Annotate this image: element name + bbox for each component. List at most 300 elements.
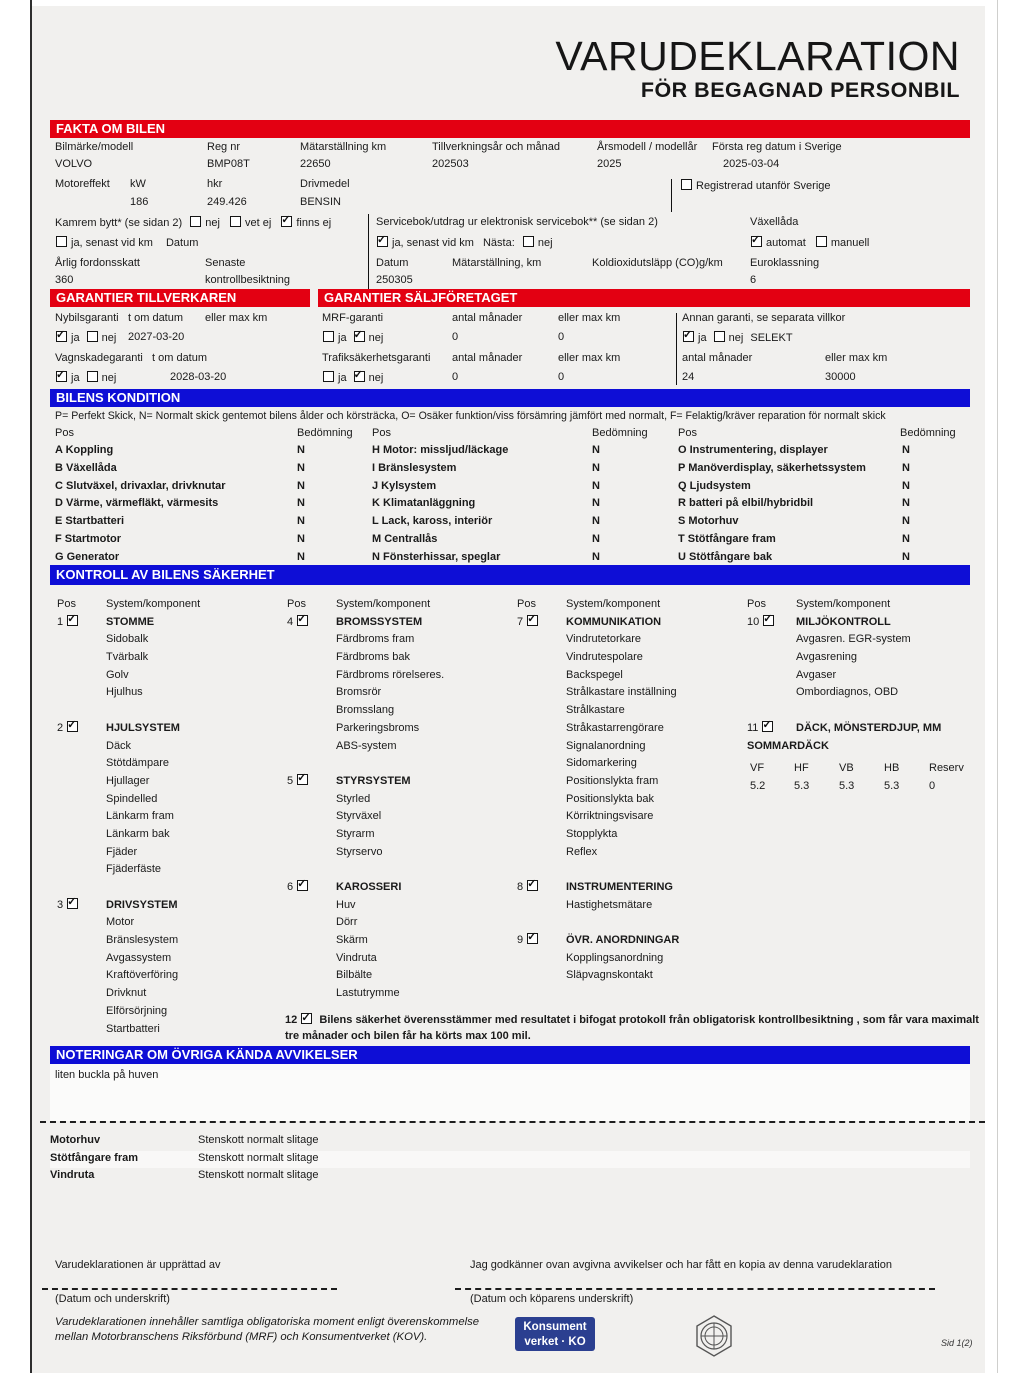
safety-item [57, 898, 283, 916]
safety-pos-cell [57, 986, 106, 1004]
euroklassning-value: 6 [750, 274, 757, 286]
checkbox-unchecked[interactable] [323, 371, 334, 382]
safety-item-label: ÖVR. ANORDNINGAR [566, 934, 680, 947]
kamrem-ja-row [55, 236, 198, 249]
safety-gap [517, 915, 743, 933]
safety-pos-cell [57, 756, 106, 774]
safety-pos-cell [57, 968, 106, 986]
motoreffekt-label: Motoreffekt [55, 178, 110, 190]
safety-note-12 [285, 1012, 989, 1044]
safety-column-header [517, 597, 743, 615]
deviation-part: Motorhuv [50, 1134, 101, 1146]
arsmodell-value: 2025 [597, 158, 622, 170]
safety-item [287, 827, 513, 845]
checkbox-unchecked[interactable] [816, 236, 827, 247]
safety-item-label: Positionslykta bak [566, 792, 655, 805]
safety-pos-cell [57, 915, 106, 933]
safety-item-label: Styrled [336, 792, 371, 805]
safety-item [287, 721, 513, 739]
safety-item [57, 668, 283, 686]
component-header: System/komponent [336, 598, 431, 610]
checkbox-checked[interactable] [354, 371, 365, 382]
safety-item-label: Fjäder [106, 845, 138, 858]
component-header: System/komponent [796, 598, 891, 610]
safety-item [747, 615, 977, 633]
safety-pos-cell [287, 703, 336, 721]
condition-item-label: Q Ljudsystem [678, 479, 751, 492]
checkbox-unchecked[interactable] [87, 331, 98, 342]
safety-item [57, 1022, 283, 1040]
safety-pos-cell [747, 632, 796, 650]
safety-item-label: DÄCK, MÖNSTERDJUP, MM [796, 721, 942, 734]
tyre-header: VF [750, 762, 765, 774]
safety-column-header [287, 597, 513, 615]
safety-item-label: Hjullager [106, 774, 150, 787]
matarstallning-value: 22650 [300, 158, 331, 170]
safety-item [287, 774, 513, 792]
checkbox-checked[interactable] [762, 721, 773, 732]
tyre-header: HB [884, 762, 900, 774]
checkbox-unchecked[interactable] [230, 216, 241, 227]
legal-text: Varudeklarationen innehåller samtliga obligatoriska moment enligt överenskommelse mellan Motorbranschens Riksförbund (MRF) och Konsumentverket (KOV). [55, 1316, 480, 1343]
safety-item-label: Styrservo [336, 845, 383, 858]
tyre-value: 5.2 [750, 780, 766, 792]
safety-pos-cell: 3 ✓ [57, 898, 106, 916]
nej-label: nej [101, 372, 117, 384]
safety-item [517, 898, 743, 916]
component-header: System/komponent [566, 598, 661, 610]
divider-line [368, 214, 369, 290]
condition-grade: N [592, 497, 600, 510]
checkbox-unchecked[interactable] [323, 331, 334, 342]
condition-grade: N [297, 444, 305, 456]
condition-item-label: R batteri på elbil/hybridbil [678, 497, 814, 510]
condition-row [55, 443, 337, 461]
condition-row [55, 479, 337, 497]
safety-pos-cell [747, 650, 796, 668]
kw-value: 186 [130, 196, 149, 208]
condition-grade: N [592, 515, 600, 527]
safety-pos-cell [57, 792, 106, 810]
condition-item-label: D Värme, värmefläkt, värmesits [55, 497, 219, 510]
safety-pos-cell [57, 1004, 106, 1022]
safety-item-label: Strålkastare [566, 704, 625, 717]
safety-pos-cell [517, 703, 566, 721]
safety-item [287, 915, 513, 933]
safety-item-label: Länkarm fram [106, 810, 174, 823]
page-right-margin-line [997, 0, 998, 1373]
safety-item-label: HJULSYSTEM [106, 721, 180, 734]
tyre-header: VB [839, 762, 854, 774]
servicebok-ja-row [376, 236, 553, 249]
divider-line [676, 313, 677, 385]
condition-grade: N [592, 550, 600, 563]
safety-item-label: KAROSSERI [336, 881, 402, 893]
condition-item-label: L Lack, kaross, interiör [372, 515, 493, 527]
automat-label: automat [766, 237, 806, 249]
safety-item [57, 1004, 283, 1022]
safety-item [517, 951, 743, 969]
mrf-manader-label: antal månader [452, 312, 523, 324]
section-header-kondition: BILENS KONDITION [50, 389, 970, 407]
safety-item [517, 615, 743, 633]
safety-item [747, 668, 977, 686]
safety-item-label: Avgaser [796, 668, 837, 681]
signature-line-buyer[interactable] [455, 1288, 935, 1290]
safety-item [287, 739, 513, 757]
safety-item-label: Fjäderfäste [106, 863, 162, 876]
deviation-row [50, 1168, 970, 1186]
condition-grade: N [297, 479, 305, 492]
forstareg-label: Första reg datum i Sverige [712, 141, 842, 153]
nej-label: nej [101, 332, 117, 344]
safety-column-4 [747, 597, 977, 756]
safety-pos-cell [517, 827, 566, 845]
safety-item-label: Styrväxel [336, 810, 382, 823]
signature-line-seller[interactable] [42, 1288, 337, 1290]
trafik-maxkm-label: eller max km [558, 352, 621, 364]
kamrem-nej-label: nej [205, 217, 220, 229]
document-title-block [540, 34, 960, 102]
safety-gap [517, 862, 743, 880]
checkbox-checked[interactable] [297, 615, 308, 626]
safety-item-label: Körriktningsvisare [566, 810, 654, 823]
note12-number: 12 [285, 1014, 298, 1026]
annan-label: Annan garanti, se separata villkor [682, 312, 846, 324]
checkbox-unchecked[interactable] [714, 331, 725, 342]
safety-item-label: Vindruta [336, 951, 377, 964]
ja-label: ja [71, 332, 80, 344]
checkbox-checked[interactable] [297, 774, 308, 785]
condition-column-1 [55, 443, 337, 567]
checkbox-checked[interactable] [67, 898, 78, 909]
trafik-janej [322, 371, 383, 384]
checkbox-checked[interactable] [527, 615, 538, 626]
safety-item-label: Skärm [336, 934, 368, 947]
safety-pos-cell [287, 986, 336, 1004]
kondition-legend: P= Perfekt Skick, N= Normalt skick gentemot bilens ålder och körsträcka, O= Osäker funktion/viss försämring jämfört med normalt, F= Felaktig/kräver reparation för normalt skick [55, 410, 886, 422]
nej-label: nej [728, 332, 744, 344]
safety-item [57, 809, 283, 827]
checkbox-unchecked[interactable] [681, 179, 692, 190]
condition-item-label: C Slutväxel, drivaxlar, drivknutar [55, 479, 226, 492]
safety-item [57, 968, 283, 986]
deviation-row [50, 1133, 970, 1151]
bilmarke-label: Bilmärke/modell [55, 141, 134, 153]
grade-header: Bedömning [900, 427, 956, 439]
condition-item-label: U Stötfångare bak [678, 550, 773, 563]
condition-item-label: E Startbatteri [55, 515, 125, 527]
condition-row [55, 514, 337, 532]
condition-item-label: I Bränslesystem [372, 461, 457, 474]
safety-gap [287, 862, 513, 880]
safety-pos-cell [517, 756, 566, 774]
condition-grade: N [902, 479, 910, 492]
condition-item-label: B Växellåda [55, 461, 117, 474]
pos-header: Pos [372, 427, 391, 439]
safety-item-label: Spindelled [106, 792, 158, 805]
safety-pos-cell [517, 792, 566, 810]
deviation-row [50, 1151, 970, 1169]
mrf-janej [322, 331, 383, 344]
kamrem-vetej-label: vet ej [244, 217, 272, 229]
checkbox-unchecked[interactable] [523, 236, 534, 247]
vagnskade-janej [55, 371, 116, 384]
safety-item [747, 685, 977, 703]
vaxellada-label: Växellåda [750, 216, 799, 228]
checkbox-checked[interactable] [281, 216, 292, 227]
deviation-note: Stenskott normalt slitage [198, 1169, 319, 1182]
safety-item [57, 721, 283, 739]
safety-item [287, 792, 513, 810]
safety-pos-cell [517, 650, 566, 668]
tyre-values [750, 780, 980, 798]
safety-pos-cell [517, 898, 566, 916]
reg-utanfor-row [680, 179, 831, 192]
vagnskade-datum-value: 2028-03-20 [170, 371, 227, 383]
safety-pos-cell [57, 650, 106, 668]
condition-column-3 [678, 443, 942, 567]
safety-item [57, 915, 283, 933]
nybil-tom-label: t om datum [128, 312, 184, 324]
safety-item-label: Backspegel [566, 668, 623, 681]
safety-item [517, 739, 743, 757]
safety-column-header [57, 597, 283, 615]
safety-column-1 [57, 597, 283, 1039]
safety-column-2 [287, 597, 513, 1004]
condition-row [55, 461, 337, 479]
safety-item [747, 739, 977, 757]
safety-item-label: Positionslykta fram [566, 774, 659, 787]
condition-grade: N [592, 532, 600, 545]
condition-row [372, 496, 632, 514]
checkbox-checked[interactable] [297, 880, 308, 891]
co2-label: Koldioxidutsläpp (CO)g/km [592, 257, 723, 269]
condition-row [678, 514, 942, 532]
pos-header: Pos [747, 598, 766, 610]
safety-item [287, 615, 513, 633]
hkr-label: hkr [207, 178, 223, 190]
safety-item [517, 756, 743, 774]
safety-item [287, 668, 513, 686]
safety-pos-cell: 5 ✓ [287, 774, 336, 792]
condition-row [678, 443, 942, 461]
safety-item [517, 668, 743, 686]
checkbox-checked[interactable] [56, 371, 67, 382]
safety-pos-cell [57, 668, 106, 686]
safety-item [287, 951, 513, 969]
safety-pos-cell: 6 ✓ [287, 880, 336, 898]
safety-item-label: Sidomarkering [566, 757, 637, 770]
condition-item-label: S Motorhuv [678, 515, 739, 527]
safety-pos-cell [57, 933, 106, 951]
safety-item [287, 880, 513, 898]
page-edge-line [30, 0, 32, 1373]
safety-item [517, 827, 743, 845]
safety-item-label: Bromsrör [336, 686, 382, 699]
safety-item [57, 986, 283, 1004]
seller-sign-caption: (Datum och underskrift) [55, 1293, 170, 1305]
safety-pos-cell [287, 721, 336, 739]
safety-item-label: DRIVSYSTEM [106, 898, 178, 911]
reg-utanfor-label: Registrerad utanför Sverige [696, 180, 831, 192]
safety-item [287, 685, 513, 703]
pos-header: Pos [287, 598, 306, 610]
safety-pos-cell [57, 685, 106, 703]
safety-item [57, 933, 283, 951]
safety-pos-cell [747, 668, 796, 686]
safety-item-label: Vindrutespolare [566, 651, 643, 664]
condition-row [678, 479, 942, 497]
kamrem-ja-label: ja, senast vid km [71, 237, 153, 249]
konsumentverket-badge [515, 1317, 595, 1351]
safety-item-label: Länkarm bak [106, 827, 170, 840]
safety-pos-cell [287, 809, 336, 827]
safety-item [287, 632, 513, 650]
condition-grade: N [902, 497, 910, 510]
badge-line1: Konsument [523, 1321, 587, 1333]
tyre-value: 5.3 [839, 780, 855, 792]
safety-pos-cell [57, 632, 106, 650]
trafik-label: Trafiksäkerhetsgaranti [322, 352, 431, 364]
safety-column-3 [517, 597, 743, 986]
fordonsskatt-value: 360 [55, 274, 74, 286]
condition-row [372, 461, 632, 479]
safety-item [287, 968, 513, 986]
safety-pos-cell: 11 ✓ [747, 721, 796, 739]
checkbox-checked[interactable] [377, 236, 388, 247]
condition-item-label: T Stötfångare fram [678, 532, 776, 545]
condition-row [372, 532, 632, 550]
safety-item [517, 650, 743, 668]
safety-gap [287, 756, 513, 774]
safety-item-label: Ombordiagnos, OBD [796, 686, 899, 699]
safety-pos-cell [517, 951, 566, 969]
checkbox-checked[interactable] [56, 331, 67, 342]
condition-item-label: K Klimatanläggning [372, 497, 476, 510]
checkbox-checked[interactable] [67, 721, 78, 732]
condition-grade: N [902, 444, 910, 456]
safety-item-label: INSTRUMENTERING [566, 881, 673, 893]
safety-item [747, 632, 977, 650]
safety-item-label: Avgassystem [106, 951, 172, 964]
safety-pos-cell [57, 951, 106, 969]
tyre-depth-table [750, 762, 980, 798]
tillverkning-label: Tillverkningsår och månad [432, 141, 560, 153]
safety-item [57, 615, 283, 633]
condition-item-label: N Fönsterhissar, speglar [372, 550, 501, 563]
safety-pos-cell: 2 ✓ [57, 721, 106, 739]
safety-item [57, 685, 283, 703]
safety-pos-cell [287, 951, 336, 969]
condition-item-label: M Centrallås [372, 532, 438, 545]
checkbox-checked[interactable] [301, 1013, 312, 1024]
annan-maxkm-label: eller max km [825, 352, 888, 364]
safety-item-label: Färdbroms bak [336, 651, 410, 664]
tyre-value: 5.3 [794, 780, 810, 792]
checkbox-unchecked[interactable] [190, 216, 201, 227]
vagnskade-tom-label: t om datum [152, 352, 208, 364]
condition-row [372, 443, 632, 461]
safety-item [517, 721, 743, 739]
safety-item [287, 986, 513, 1004]
safety-item [517, 933, 743, 951]
safety-pos-cell [517, 774, 566, 792]
condition-grade: N [592, 444, 600, 456]
safety-pos-cell [287, 898, 336, 916]
safety-item-label: Dörr [336, 916, 358, 929]
safety-pos-cell [57, 1022, 106, 1040]
safety-item-label: Bromsslang [336, 704, 395, 717]
condition-item-label: P Manöverdisplay, säkerhetssystem [678, 461, 866, 474]
safety-pos-cell: 9 ✓ [517, 933, 566, 951]
safety-pos-cell: 1 ✓ [57, 615, 106, 633]
condition-grade: N [902, 461, 910, 474]
mrf-maxkm-value: 0 [558, 331, 565, 343]
datum-value: 250305 [376, 274, 413, 286]
safety-pos-cell: 7 ✓ [517, 615, 566, 633]
safety-item [517, 809, 743, 827]
safety-item-label: Avgasrening [796, 651, 857, 664]
safety-item-label: Däck [106, 739, 132, 752]
safety-pos-cell [287, 792, 336, 810]
safety-item [57, 632, 283, 650]
checkbox-checked[interactable] [751, 236, 762, 247]
datum-label: Datum [376, 257, 409, 269]
safety-item [57, 862, 283, 880]
safety-column-header [747, 597, 977, 615]
safety-item [517, 792, 743, 810]
checkbox-checked[interactable] [763, 615, 774, 626]
pos-header: Pos [55, 427, 74, 439]
section-header-fakta: FAKTA OM BILEN [50, 120, 970, 138]
matarstallning-label: Mätarställning km [300, 141, 387, 153]
checkbox-checked[interactable] [683, 331, 694, 342]
safety-item [517, 845, 743, 863]
safety-pos-cell: 8 ✓ [517, 880, 566, 898]
checkbox-unchecked[interactable] [56, 236, 67, 247]
ja-label: ja [71, 372, 80, 384]
checkbox-checked[interactable] [527, 880, 538, 891]
safety-item-label: Styrarm [336, 827, 375, 840]
section-header-garanti-salj: GARANTIER SÄLJFÖRETAGET [318, 289, 970, 307]
checkbox-checked[interactable] [354, 331, 365, 342]
safety-gap [57, 880, 283, 898]
safety-item-label: Kopplingsanordning [566, 951, 664, 964]
document-title: VARUDEKLARATION [555, 33, 960, 79]
safety-item [287, 933, 513, 951]
fordonsskatt-label: Årlig fordonsskatt [55, 257, 140, 269]
safety-item-label: Hjulhus [106, 686, 143, 699]
safety-pos-cell [287, 685, 336, 703]
checkbox-checked[interactable] [527, 933, 538, 944]
safety-item-label: Bilbälte [336, 969, 373, 982]
checkbox-checked[interactable] [67, 615, 78, 626]
vagnskade-label: Vagnskadegaranti [55, 352, 143, 364]
section-header-garanti-tillverkaren: GARANTIER TILLVERKAREN [50, 289, 310, 307]
safety-item [747, 650, 977, 668]
safety-item [517, 632, 743, 650]
ja-label: ja [338, 332, 347, 344]
safety-pos-cell [517, 809, 566, 827]
safety-pos-cell [57, 827, 106, 845]
trafik-manader-value: 0 [452, 371, 459, 383]
component-header: System/komponent [106, 598, 201, 610]
safety-item-label: Parkeringsbroms [336, 721, 420, 734]
safety-item-label: Stötdämpare [106, 757, 169, 770]
checkbox-unchecked[interactable] [87, 371, 98, 382]
condition-grade: N [297, 550, 305, 563]
